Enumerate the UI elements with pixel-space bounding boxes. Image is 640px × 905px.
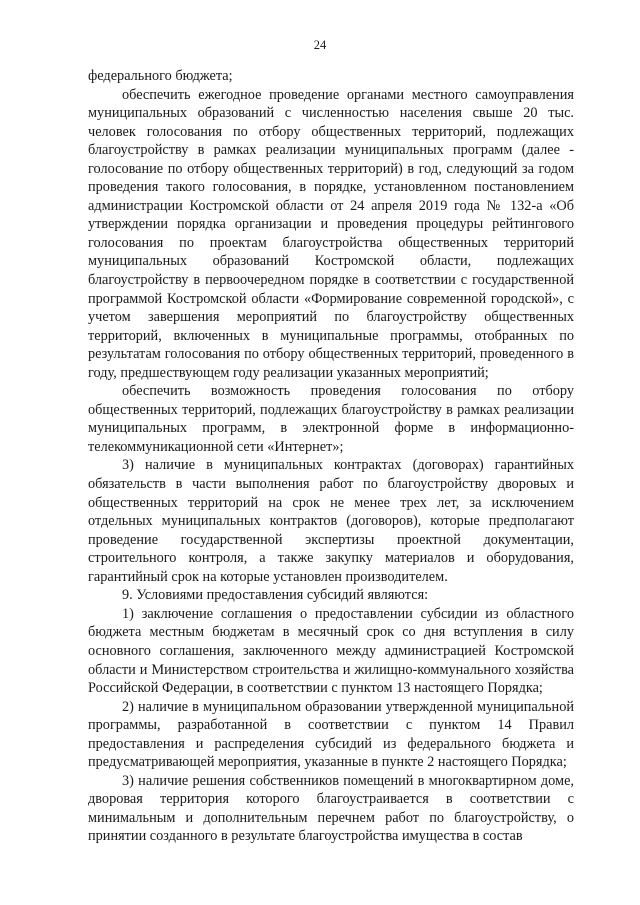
paragraph-voting-conduct: обеспечить ежегодное проведение органами местного самоуправления муниципальных образований с численностью населения свыше 20 тыс. человек голосования по отбору общественных территорий, подлежащих благоустройству в рамках реализации муниципальных программ (далее - голосование по отбору общественных территорий) в год, следующий за годом проведения такого голосования, в порядке, установленном постановлением администрации Костромской области от 24 апреля 2019 года № 132-а «Об утверждении порядка организации и проведения процедуры рейтингового голосования по проектам благоустройства общественных территорий муниципальных образований Костромской области, подлежащих благоустройству в первоочередном порядке в соответствии с государственной программой Костромской области «Формирование современной городской», с учетом завершения мероприятий по благоустройству общественных территорий, включенных в муниципальные программы, отобранных по результатам голосования по отбору общественных территорий, проведенного в году, предшествующем году реализации указанных мероприятий; bbox=[88, 86, 574, 381]
page-number: 24 bbox=[313, 38, 327, 52]
paragraph-warranty-obligations: 3) наличие в муниципальных контрактах (договорах) гарантийных обязательств в части выполнения работ по благоустройству дворовых и общественных территорий на срок не менее трех лет, за исключением отдельных муниципальных контрактов (договоров), которые предполагают проведение государственной экспертизы проектной документации, строительного контроля, а также закупку материалов и оборудования, гарантийный срок на которые установлен производителем. bbox=[88, 457, 574, 585]
paragraph-condition-2: 2) наличие в муниципальном образовании утвержденной муниципальной программы, разработанной в соответствии с пунктом 14 Правил предоставления и распределения субсидий из федерального бюджета и предусматривающей мероприятия, указанные в пункте 2 настоящего Порядка; bbox=[88, 698, 574, 771]
paragraph-condition-3: 3) наличие решения собственников помещений в многоквартирном доме, дворовая территория которого благоустраивается в соответствии с минимальным и дополнительным перечнем работ по благоустройству, о принятии созданного в результате благоустройства имущества в состав bbox=[88, 772, 574, 845]
paragraph-electronic-voting: обеспечить возможность проведения голосования по отбору общественных территорий, подлежащих благоустройству в рамках реализации муниципальных программ, в электронной форме в информационно-телекоммуникационной сети «Интернет»; bbox=[88, 383, 574, 455]
paragraph-continuation: федерального бюджета; bbox=[88, 68, 233, 84]
paragraph-section-9-heading: 9. Условиями предоставления субсидий являются: bbox=[122, 587, 429, 604]
document-body bbox=[88, 67, 574, 846]
paragraph-condition-1: 1) заключение соглашения о предоставлении субсидии из областного бюджета местным бюджетам в месячный срок со дня вступления в силу основного соглашения, заключенного между администрацией Костромской области и Министерством строительства и жилищно-коммунального хозяйства Российской Федерации, в соответствии с пунктом 13 настоящего Порядка; bbox=[88, 605, 574, 697]
